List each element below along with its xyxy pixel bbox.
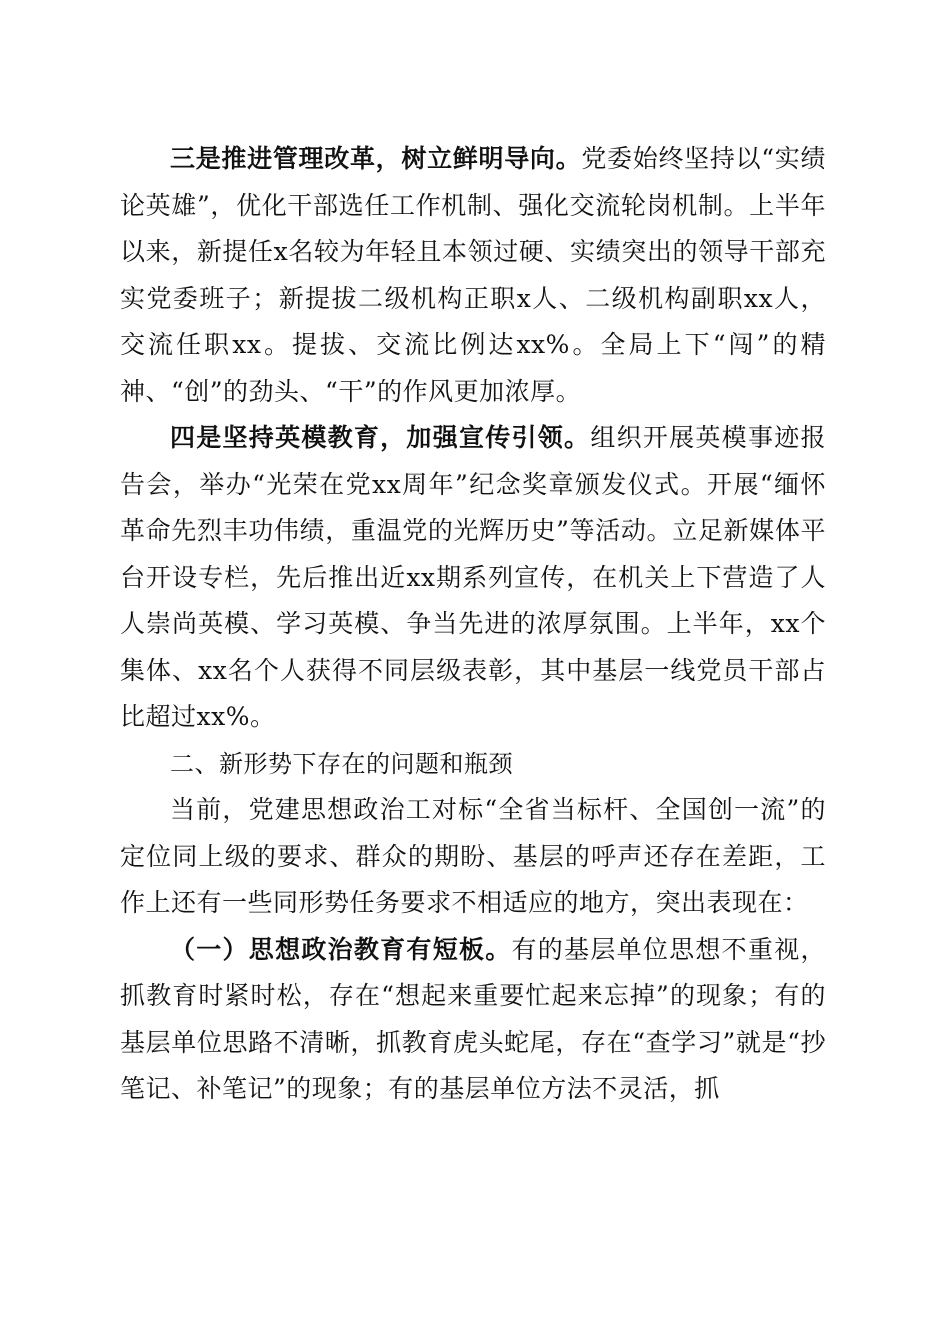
paragraph-hero-education xyxy=(120,415,826,741)
paragraph-text: 组织开展英模事迹报告会，举办“光荣在党xx周年”纪念奖章颁发仪式。开展“缅怀革命先烈丰功伟绩，重温党的光辉历史”等活动。立足新媒体平台开设专栏，先后推出近xx期系列宣传，在机关上下营造了人人崇尚英模、学习英模、争当先进的浓厚氛围。上半年，xx个集体、xx名个人获得不同层级表彰，其中基层一线党员干部占比超过xx%。 xyxy=(120,423,826,731)
paragraph-text: 党委始终坚持以“实绩论英雄”，优化干部选任工作机制、强化交流轮岗机制。上半年以来，新提任x名较为年轻且本领过硬、实绩突出的领导干部充实党委班子；新提拔二级机构正职x人、二级机构副职xx人，交流任职xx。提拔、交流比例达xx%。全局上下“闯”的精神、“创”的劲头、“干”的作风更加浓厚。 xyxy=(120,144,826,406)
paragraph-lead: 四是坚持英模教育，加强宣传引领。 xyxy=(170,423,591,452)
paragraph-subsection-one xyxy=(120,927,826,1113)
paragraph-text: 有的基层单位思想不重视，抓教育时紧时松，存在“想起来重要忙起来忘掉”的现象；有的基层单位思路不清晰，抓教育虎头蛇尾，存在“查学习”就是“抄笔记、补笔记”的现象；有的基层单位方法不灵活，抓 xyxy=(120,934,826,1103)
paragraph-intro: 当前，党建思想政治工对标“全省当标杆、全国创一流”的定位同上级的要求、群众的期盼、基层的呼声还存在差距，工作上还有一些同形势任务要求不相适应的地方，突出表现在： xyxy=(120,795,826,917)
section-heading: 二、新形势下存在的问题和瓶颈 xyxy=(170,749,513,778)
paragraph-management-reform xyxy=(120,136,826,415)
document-body xyxy=(120,136,826,1113)
paragraph-lead: 三是推进管理改革，树立鲜明导向。 xyxy=(170,144,582,173)
subsection-heading: （一）思想政治教育有短板。 xyxy=(170,934,512,964)
